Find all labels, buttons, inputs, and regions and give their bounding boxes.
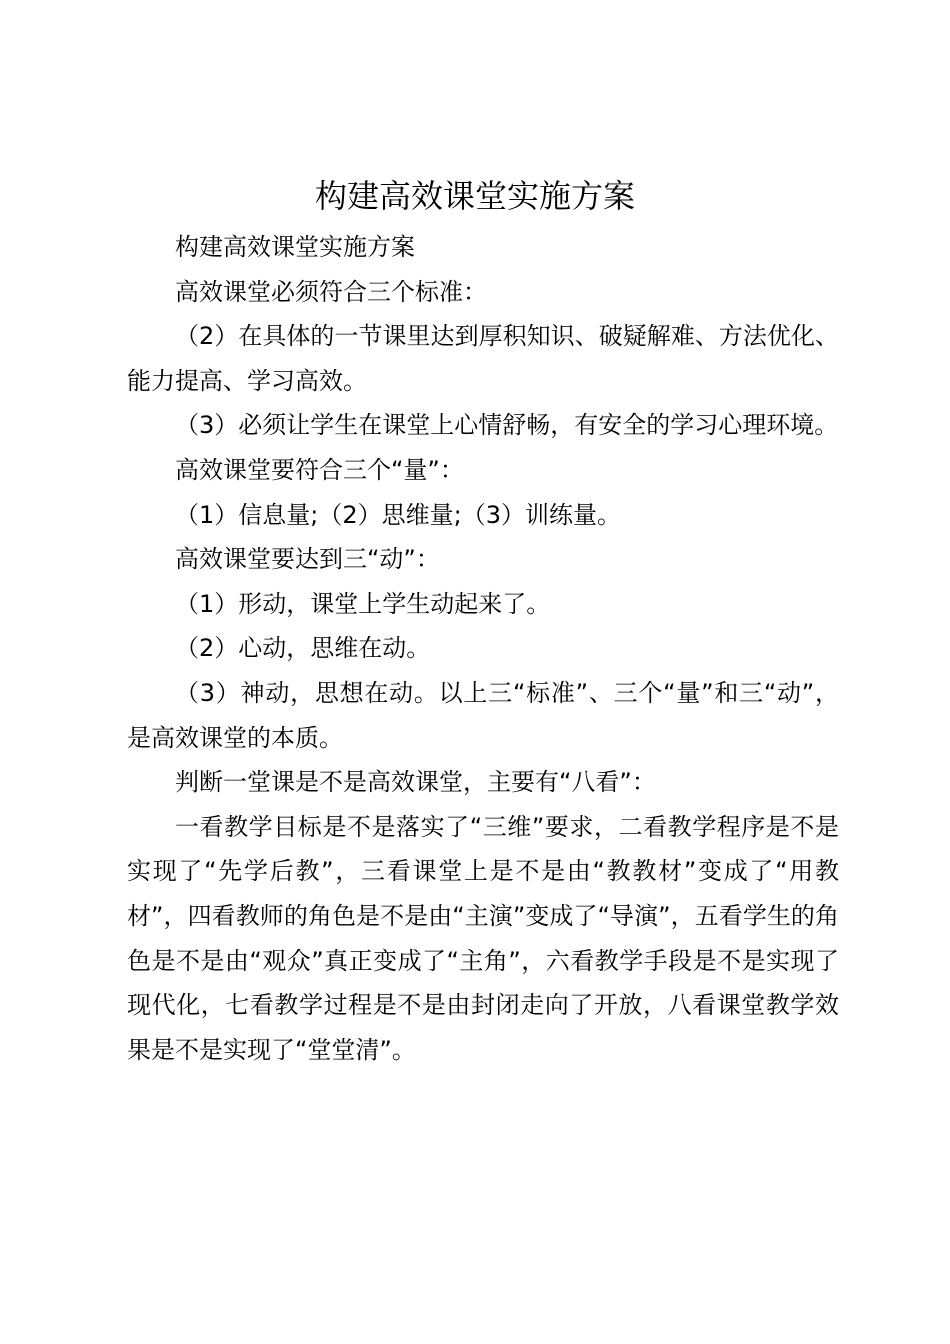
paragraph-quantities-list: （1）信息量;（2）思维量;（3）训练量。 xyxy=(175,500,621,529)
paragraph-eight-looks: 一看教学目标是不是落实了“三维”要求，二看教学程序是不是实现了“先学后教”，三看课堂上是不是由“教教材”变成了“用教材”，四看教师的角色是不是由“主演”变成了“导演”，五看学生的角色是不是由“观众”真正变成了“主角”，六看教学手段是不是实现了现代化，七看教学过程是不是由封闭走向了开放，八看课堂教学效果是不是实现了“堂堂清”。 xyxy=(127,812,839,1064)
paragraph-movement-3: （3）神动，思想在动。以上三“标准”、三个“量”和三“动”，是高效课堂的本质。 xyxy=(127,678,839,752)
document-title: 构建高效课堂实施方案 xyxy=(314,177,635,215)
paragraph-standard-3: （3）必须让学生在课堂上心情舒畅，有安全的学习心理环境。 xyxy=(175,411,839,440)
paragraph-standard-2: （2）在具体的一节课里达到厚积知识、破疑解难、方法优化、能力提高、学习高效。 xyxy=(127,322,839,395)
paragraph-quantities-heading: 高效课堂要符合三个“量”： xyxy=(175,455,464,484)
paragraph-movement-2: （2）心动，思维在动。 xyxy=(175,634,431,663)
paragraph-movements-heading: 高效课堂要达到三“动”： xyxy=(175,545,440,574)
paragraph-subtitle: 构建高效课堂实施方案 xyxy=(175,233,415,261)
paragraph-movement-1: （1）形动，课堂上学生动起来了。 xyxy=(175,589,551,618)
document-body xyxy=(127,225,839,1072)
paragraph-standards-heading: 高效课堂必须符合三个标准： xyxy=(175,277,487,306)
paragraph-eight-looks-heading: 判断一堂课是不是高效课堂，主要有“八看”： xyxy=(175,768,656,797)
